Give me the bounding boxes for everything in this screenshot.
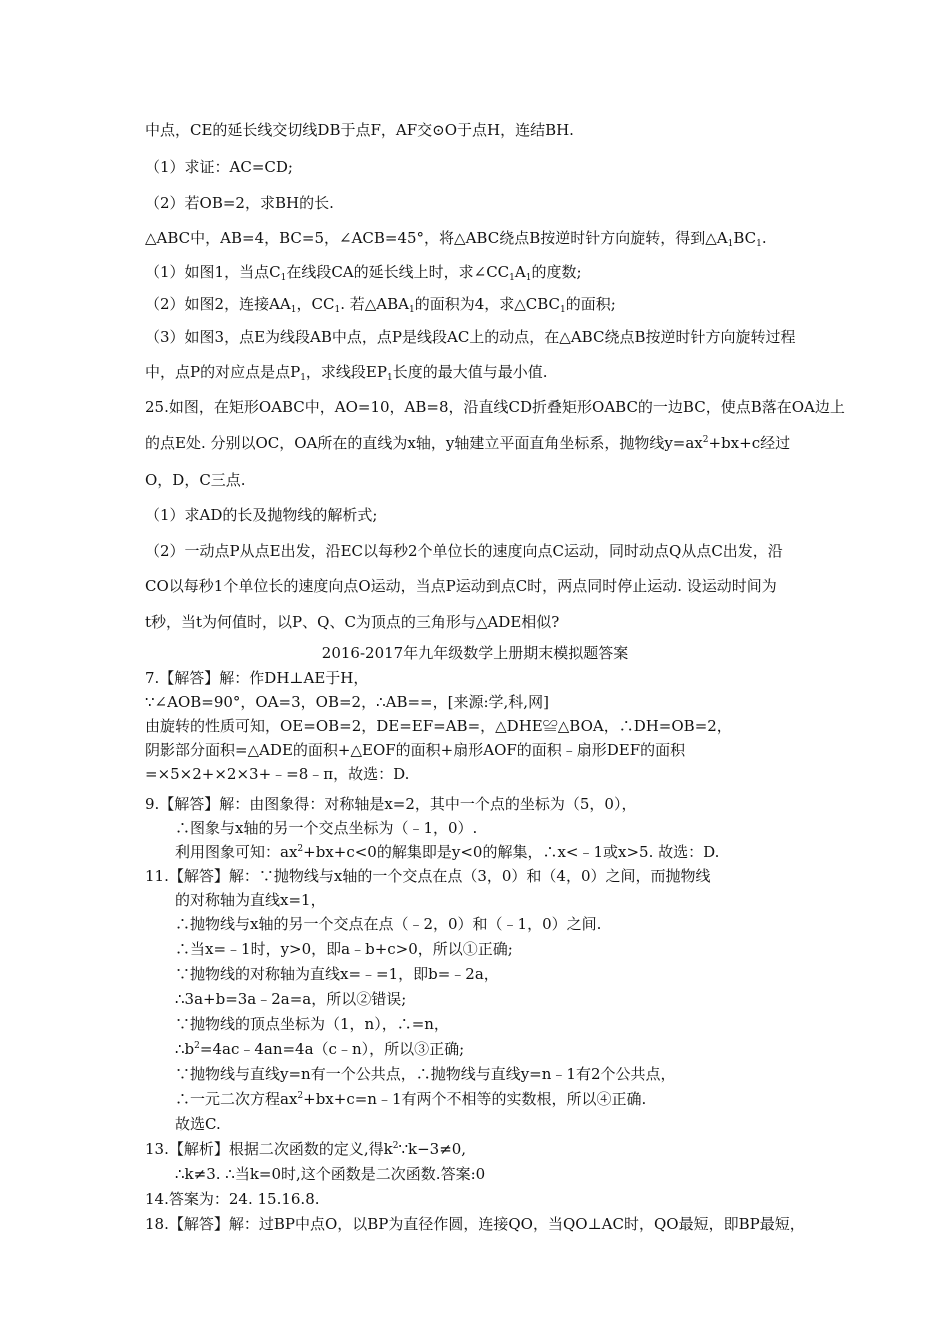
problem-24-question-2: （2）若OB=2，求BH的长. <box>145 194 334 212</box>
answer-7-line-5: =×5×2+×2×3+﹣=8﹣π，故选：D. <box>145 765 410 783</box>
answer-11-line-10: ∴一元二次方程$ax^2+bx+c=n﹣1$有两个不相等的实数根，所以④正确. <box>175 1090 647 1108</box>
answers-title: 2016-2017年九年级数学上册期末模拟题答案 <box>321 644 629 662</box>
answer-11-line-5: ∵抛物线的对称轴为直线x=﹣=1，即b=﹣2a， <box>175 965 499 983</box>
answer-9-line-2: ∴图象与x轴的另一个交点坐标为（﹣1，0）. <box>175 819 478 837</box>
problem-25-question-2-line-2: CO以每秒1个单位长的速度向点O运动，当点P运动到点C时，两点同时停止运动. 设运动时间为 <box>145 577 777 595</box>
answer-9-line-3: 利用图象可知：$ax^2+bx+c<0$的解集即是y<0的解集，∴x<﹣1或x>5. 故选：D. <box>175 843 720 861</box>
rotation-problem-stem: △ABC中，AB=4，BC=5，∠ACB=45°，将△ABC绕点B按逆时针方向旋转，得到$\triangle A_1BC_1$. <box>145 229 767 249</box>
answer-7-line-4: 阴影部分面积=△ADE的面积+△EOF的面积+扇形AOF的面积﹣扇形DEF的面积 <box>145 741 686 759</box>
answer-11-line-1: 11.【解答】解：∵抛物线与x轴的一个交点在点（3，0）和（4，0）之间，而抛物线 <box>145 867 711 885</box>
answer-7-line-1: 7.【解答】解：作DH⊥AE于H， <box>145 669 369 687</box>
answer-13-line-1: 13.【解析】根据二次函数的定义,得$k^2\because k-3\ne 0$, <box>145 1140 467 1158</box>
rotation-question-3-line-2: 中，点P的对应点是点$P_1$，求线段$EP_1$长度的最大值与最小值. <box>145 363 548 383</box>
problem-25-question-2-line-3: t秒，当t为何值时，以P、Q、C为顶点的三角形与△ADE相似? <box>145 613 560 631</box>
answer-11-line-8: $\therefore b^2=4ac﹣4an=4a(c﹣n)$，所以③正确; <box>175 1040 465 1058</box>
rotation-question-3-line-1: （3）如图3，点E为线段AB中点，点P是线段AC上的动点，在△ABC绕点B按逆时针方向旋转过程 <box>145 328 796 346</box>
problem-25-line-3: O，D，C三点. <box>145 471 246 489</box>
rotation-question-1: （1）如图1，当点$C_1$在线段CA的延长线上时，求$\angle CC_1A_1$的度数; <box>145 263 582 283</box>
rotation-question-2: （2）如图2，连接$AA_1$，$CC_1$. 若$\triangle ABA_1$的面积为4，求$\triangle CBC_1$的面积; <box>145 295 616 315</box>
answer-11-line-7: ∵抛物线的顶点坐标为（1，n），∴=n， <box>175 1015 449 1033</box>
problem-25-line-2: 的点E处. 分别以OC，OA所在的直线为x轴，y轴建立平面直角坐标系，抛物线$y=ax^2+bx+c$经过 <box>145 434 791 452</box>
answer-13-line-2: ∴k≠3. ∴当k=0时,这个函数是二次函数.答案:0 <box>175 1165 486 1183</box>
problem-25-line-1: 25.如图，在矩形OABC中，AO=10，AB=8，沿直线CD折叠矩形OABC的一边BC，使点B落在OA边上 <box>145 398 845 416</box>
problem-25-question-1: （1）求AD的长及抛物线的解析式; <box>145 506 378 524</box>
answer-7-line-3: 由旋转的性质可知，OE=OB=2，DE=EF=AB=，△DHE≌△BOA，∴DH=OB=2， <box>145 717 732 735</box>
answer-11-line-6: ∴3a+b=3a﹣2a=a，所以②错误; <box>175 990 407 1008</box>
problem-25-question-2-line-1: （2）一动点P从点E出发，沿EC以每秒2个单位长的速度向点C运动，同时动点Q从点C出发，沿 <box>145 542 783 560</box>
answer-11-line-2: 的对称轴为直线x=1， <box>175 891 326 909</box>
answer-11-line-3: ∴抛物线与x轴的另一个交点在点（﹣2，0）和（﹣1，0）之间. <box>175 915 602 933</box>
answer-18-line-1: 18.【解答】解：过BP中点O，以BP为直径作圆，连接QO，当QO⊥AC时，QO最短，即BP最短， <box>145 1215 805 1233</box>
problem-24-question-1: （1）求证：AC=CD; <box>145 158 293 176</box>
answer-7-line-2: ∵∠AOB=90°，OA=3，OB=2，∴AB==，[来源:学,科,网] <box>145 693 549 711</box>
problem-24-tail: 中点，CE的延长线交切线DB于点F，AF交⊙O于点H，连结BH. <box>145 121 574 139</box>
answer-11-line-11: 故选C. <box>175 1115 221 1133</box>
answer-11-line-9: ∵抛物线与直线y=n有一个公共点，∴抛物线与直线y=n﹣1有2个公共点， <box>175 1065 676 1083</box>
answer-11-line-4: ∴当x=﹣1时，y>0，即a﹣b+c>0，所以①正确; <box>175 940 513 958</box>
answer-14: 14.答案为：24. 15.16.8. <box>145 1190 320 1208</box>
answer-9-line-1: 9.【解答】解：由图象得：对称轴是x=2，其中一个点的坐标为（5，0）， <box>145 795 637 813</box>
